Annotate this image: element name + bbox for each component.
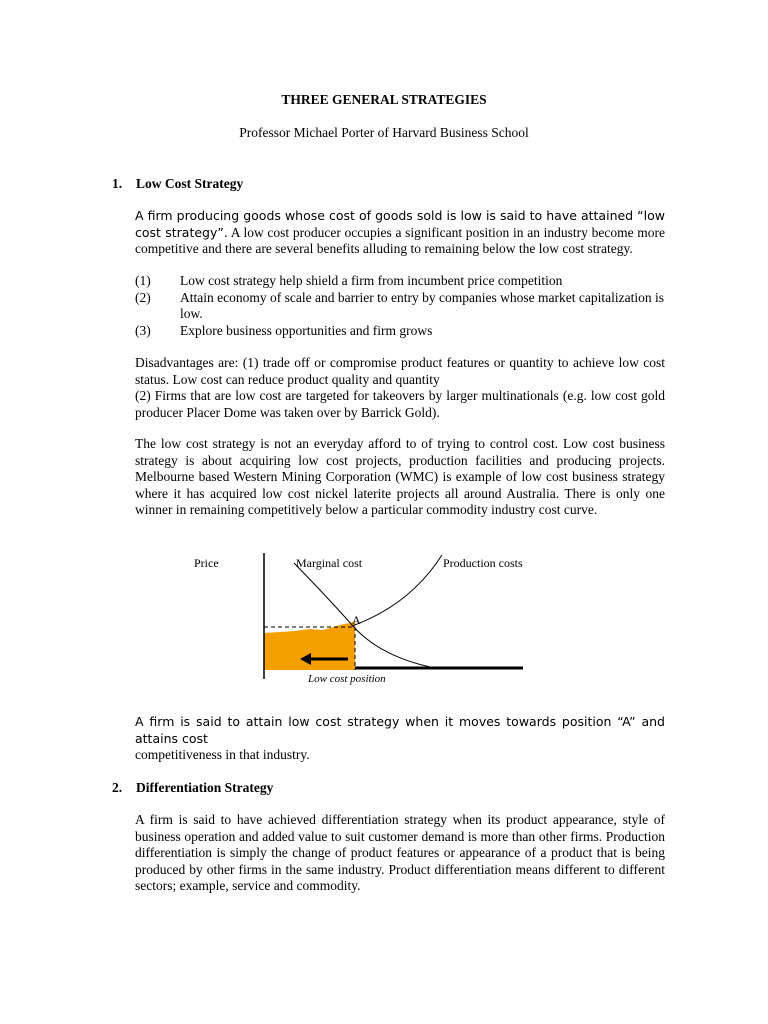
section-1-paragraph-4-rest: competitiveness in that industry. — [135, 747, 310, 762]
document-subtitle: Professor Michael Porter of Harvard Business School — [239, 125, 529, 140]
point-a-label: A — [352, 613, 361, 627]
list-item-number: (1) — [135, 273, 151, 288]
low-cost-position-label: Low cost position — [308, 673, 386, 685]
section-1-paragraph-1-rest: A low cost producer occupies a significant position in an industry become more competitive and there are several benefits alluding to remaining below the low cost strategy. — [135, 224, 665, 256]
list-item — [135, 273, 665, 290]
price-label: Price — [194, 556, 219, 570]
section-1-paragraph-1 — [135, 208, 665, 258]
section-2-heading — [112, 780, 273, 796]
section-1-paragraph-3: The low cost strategy is not an everyday afford to of trying to control cost. Low cost business strategy is about acquiring low cost projects, production facilities and producing projects. Melbourne based Western Mining Corporation (WMC) is example of low cost business strategy where it has acquired low cost nickel laterite projects all around Australia. There is only one winner in remaining competitively below a particular commodity industry cost curve. — [135, 436, 665, 517]
disadvantages-line-2: (2) Firms that are low cost are targeted for takeovers by larger multinationals (e.g. low cost gold producer Placer Dome was taken over by Barrick Gold). — [135, 388, 665, 420]
list-item-number: (3) — [135, 322, 151, 338]
section-1-paragraph-1-lead: A firm producing goods whose cost of goods sold is low is said to have attained “low cost strategy”. — [135, 208, 665, 240]
list-item — [135, 290, 665, 323]
production-cost-curve — [352, 555, 442, 626]
list-item-text: Low cost strategy help shield a firm from incumbent price competition — [180, 273, 563, 288]
disadvantages-line-1: Disadvantages are: (1) trade off or compromise product features or quantity to achieve low cost status. Low cost can reduce product quality and quantity — [135, 355, 665, 387]
cost-curve-figure — [180, 545, 540, 690]
section-1-paragraph-4-lead: A firm is said to attain low cost strategy when it moves towards position “A” and attains cost — [135, 714, 665, 746]
disadvantages-paragraph — [135, 355, 665, 421]
benefits-list — [135, 273, 665, 339]
document-title: THREE GENERAL STRATEGIES — [281, 92, 487, 107]
list-item — [135, 323, 665, 340]
section-2-paragraph-1: A firm is said to have achieved differentiation strategy when its product appearance, style of business operation and added value to suit customer demand is more than other firms. Production differentiation is simply the change of product features or appearance of a product that is being produced by other firms in the same industry. Product differentiation means different to different sectors; example, service and commodity. — [135, 812, 665, 893]
section-1-heading — [112, 176, 243, 192]
section-1-title: Low Cost Strategy — [136, 176, 244, 191]
production-costs-label: Production costs — [443, 556, 523, 570]
section-2-title: Differentiation Strategy — [136, 780, 274, 795]
marginal-cost-label: Marginal cost — [296, 556, 363, 570]
list-item-number: (2) — [135, 289, 151, 305]
section-1-paragraph-4 — [135, 714, 665, 764]
list-item-text: Attain economy of scale and barrier to entry by companies whose market capitalization is low. — [180, 289, 664, 321]
list-item-text: Explore business opportunities and firm grows — [180, 322, 433, 338]
section-1-number: 1. — [112, 176, 123, 191]
section-2-number: 2. — [112, 780, 123, 795]
